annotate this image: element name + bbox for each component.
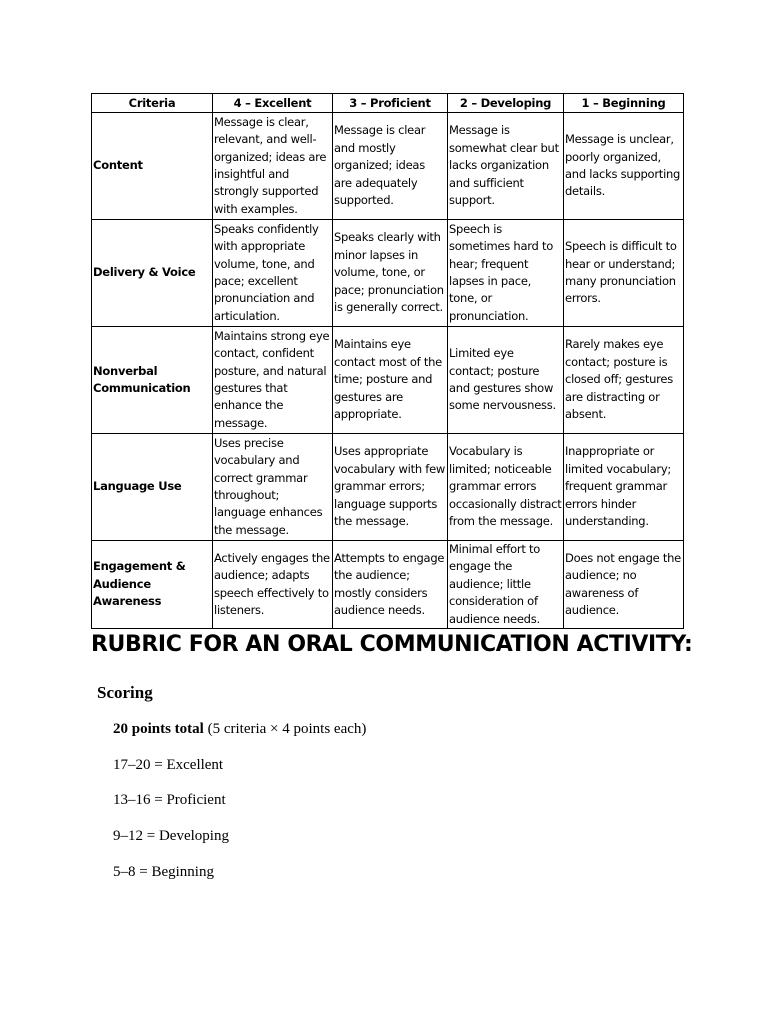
developing-cell: Limited eye contact; posture and gestures show some nervousness. [448, 327, 564, 434]
scoring-range-excellent: 17–20 = Excellent [113, 757, 224, 773]
developing-cell: Speech is sometimes hard to hear; frequent lapses in pace, tone, or pronunciation. [448, 220, 564, 327]
excellent-cell: Uses precise vocabulary and correct grammar throughout; language enhances the message. [213, 434, 333, 541]
scoring-range-beginning: 5–8 = Beginning [113, 864, 214, 880]
criteria-cell: Content [92, 113, 213, 220]
beginning-cell: Does not engage the audience; no awareness of audience. [564, 541, 684, 629]
table-row [92, 113, 684, 220]
table-row [92, 541, 684, 629]
header-proficient: 3 – Proficient [333, 94, 448, 113]
developing-cell: Vocabulary is limited; noticeable grammar errors occasionally distract from the message. [448, 434, 564, 541]
excellent-cell: Speaks confidently with appropriate volume, tone, and pace; excellent pronunciation and articulation. [213, 220, 333, 327]
scoring-total-detail: (5 criteria × 4 points each) [203, 721, 367, 737]
rubric-table [91, 93, 684, 629]
header-beginning: 1 – Beginning [564, 94, 684, 113]
developing-cell: Message is somewhat clear but lacks organization and sufficient support. [448, 113, 564, 220]
criteria-cell: Delivery & Voice [92, 220, 213, 327]
developing-cell: Minimal effort to engage the audience; little consideration of audience needs. [448, 541, 564, 629]
proficient-cell: Message is clear and mostly organized; ideas are adequately supported. [333, 113, 448, 220]
table-row [92, 434, 684, 541]
criteria-cell: Language Use [92, 434, 213, 541]
scoring-range-proficient: 13–16 = Proficient [113, 792, 226, 808]
beginning-cell: Message is unclear, poorly organized, and lacks supporting details. [564, 113, 684, 220]
header-excellent: 4 – Excellent [213, 94, 333, 113]
proficient-cell: Maintains eye contact most of the time; posture and gestures are appropriate. [333, 327, 448, 434]
header-criteria: Criteria [92, 94, 213, 113]
scoring-total-bold: 20 points total [113, 721, 204, 737]
header-developing: 2 – Developing [448, 94, 564, 113]
criteria-cell: Engagement & Audience Awareness [92, 541, 213, 629]
beginning-cell: Speech is difficult to hear or understand; many pronunciation errors. [564, 220, 684, 327]
scoring-heading: Scoring [97, 683, 153, 702]
excellent-cell: Maintains strong eye contact, confident posture, and natural gestures that enhance the message. [213, 327, 333, 434]
proficient-cell: Uses appropriate vocabulary with few grammar errors; language supports the message. [333, 434, 448, 541]
proficient-cell: Attempts to engage the audience; mostly considers audience needs. [333, 541, 448, 629]
document-title: RUBRIC FOR AN ORAL COMMUNICATION ACTIVITY: [91, 632, 693, 657]
criteria-cell: Nonverbal Communication [92, 327, 213, 434]
excellent-cell: Actively engages the audience; adapts speech effectively to listeners. [213, 541, 333, 629]
beginning-cell: Rarely makes eye contact; posture is closed off; gestures are distracting or absent. [564, 327, 684, 434]
scoring-range-developing: 9–12 = Developing [113, 828, 229, 844]
table-row [92, 220, 684, 327]
beginning-cell: Inappropriate or limited vocabulary; frequent grammar errors hinder understanding. [564, 434, 684, 541]
proficient-cell: Speaks clearly with minor lapses in volume, tone, or pace; pronunciation is generally correct. [333, 220, 448, 327]
table-row [92, 327, 684, 434]
excellent-cell: Message is clear, relevant, and well-organized; ideas are insightful and strongly supported with examples. [213, 113, 333, 220]
scoring-total [113, 721, 366, 738]
table-header-row [92, 94, 684, 113]
